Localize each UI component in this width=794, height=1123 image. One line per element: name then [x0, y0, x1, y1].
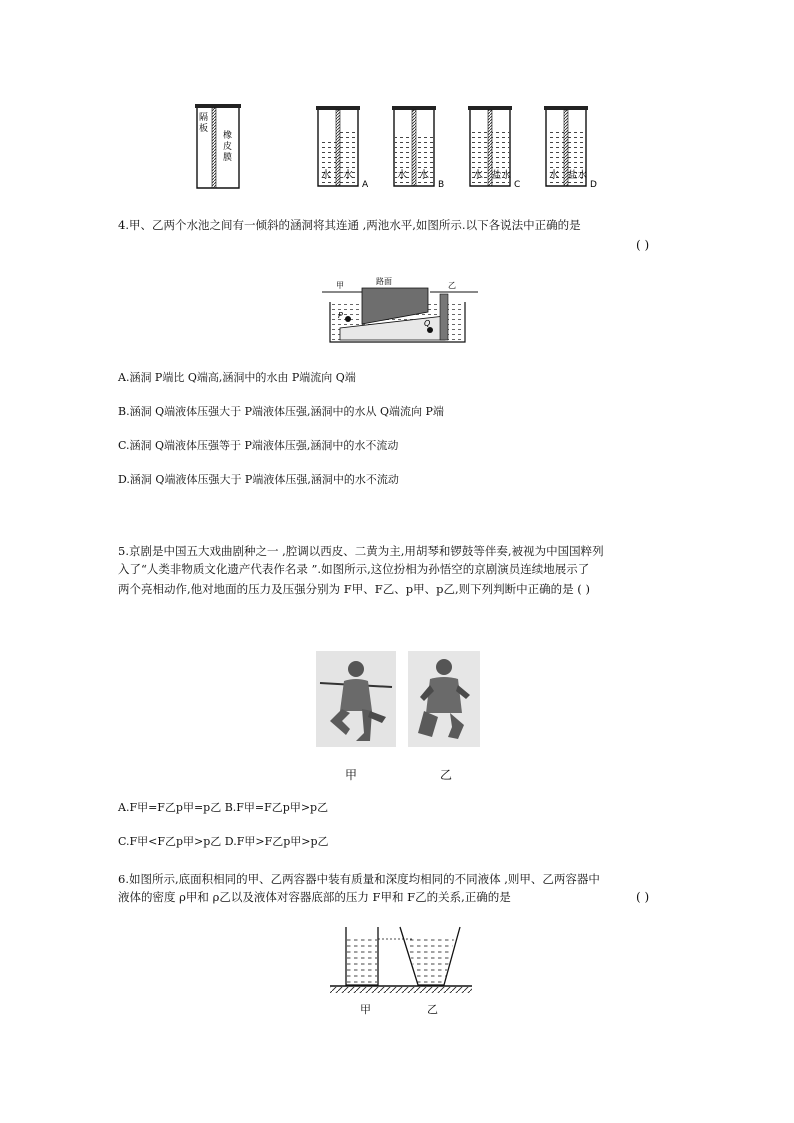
q5-stem-line3: 两个亮相动作,他对地面的压力及压强分别为 F甲、F乙、p甲、p乙,则下列判断中正确的是 ( ): [118, 582, 590, 596]
q5-caption-jia: 甲: [345, 768, 358, 782]
culvert-label-jia: 甲: [336, 281, 344, 290]
reference-beaker: [195, 104, 241, 188]
beaker-d-right-label: 盐水: [568, 170, 588, 181]
q4-option-c[interactable]: C.涵洞 Q端液体压强等于 P端液体压强,涵洞中的水不流动: [118, 439, 399, 452]
beaker-c-left-label: 水: [473, 170, 483, 181]
beaker-d-left-label: 水: [549, 170, 559, 181]
figure-culvert: [320, 272, 480, 347]
beaker-d-letter: D: [590, 180, 597, 190]
label-ge: 隔: [199, 113, 209, 123]
q5-caption-yi: 乙: [440, 768, 453, 782]
q4-option-a[interactable]: A.涵洞 P端比 Q端高,涵洞中的水由 P端流向 Q端: [118, 371, 356, 384]
culvert-label-q: Q: [424, 319, 431, 328]
beaker-c-letter: C: [514, 180, 521, 190]
beaker-b-right-label: 水: [419, 170, 429, 181]
q5-stem-line2: 入了“人类非物质文化遗产代表作名录 ”.如图所示,这位扮相为孙悟空的京剧演员连续地展示了: [118, 562, 590, 576]
q4-option-d[interactable]: D.涵洞 Q端液体压强大于 P端液体压强,涵洞中的水不流动: [118, 473, 399, 486]
q6-caption-jia: 甲: [360, 1003, 371, 1016]
beaker-a: [316, 106, 369, 190]
q6-answer-paren: ( ): [636, 890, 650, 904]
q5-stem-line1: 5.京剧是中国五大戏曲剧种之一 ,腔调以西皮、二黄为主,用胡琴和锣鼓等伴奏,被视为中国国粹列: [118, 544, 604, 558]
q4-answer-paren: ( ): [636, 238, 650, 252]
beaker-b: [392, 106, 444, 190]
point-p: [345, 316, 351, 322]
label-mo: 膜: [223, 153, 233, 163]
q6-stem-line2: 液体的密度 ρ甲和 ρ乙以及液体对容器底部的压力 F甲和 F乙的关系,正确的是: [118, 890, 511, 904]
q6-caption-yi: 乙: [427, 1003, 438, 1016]
label-pi: 皮: [223, 142, 233, 152]
beaker-c-right-label: 盐水: [492, 170, 512, 181]
q6-stem-line1: 6.如图所示,底面积相同的甲、乙两容器中装有质量和深度均相同的不同液体 ,则甲、乙两容器中: [118, 872, 600, 886]
q4-option-b[interactable]: B.涵洞 Q端液体压强大于 P端液体压强,涵洞中的水从 Q端流向 P端: [118, 405, 444, 418]
culvert-label-yi: 乙: [448, 281, 456, 290]
beaker-b-letter: B: [438, 180, 445, 190]
beaker-d: [544, 106, 597, 190]
photo-performer-jia: [316, 651, 396, 747]
beaker-b-left-label: 水: [397, 170, 407, 181]
label-ban: 板: [199, 124, 209, 134]
figure-partition-beakers: [190, 100, 620, 195]
culvert-label-road: 路面: [376, 277, 392, 286]
beaker-a-letter: A: [362, 180, 369, 190]
q4-stem: 4.甲、乙两个水池之间有一倾斜的涵洞将其连通 ,两池水平,如图所示.以下各说法中正确的是: [118, 218, 581, 232]
culvert-label-p: P: [338, 311, 343, 320]
q5-options-cd[interactable]: C.F甲<F乙p甲>p乙 D.F甲>F乙p甲>p乙: [118, 835, 329, 848]
figure-two-containers: [326, 925, 476, 1000]
q5-options-ab[interactable]: A.F甲=F乙p甲=p乙 B.F甲=F乙p甲>p乙: [118, 801, 329, 814]
beaker-a-right-label: 水: [343, 170, 353, 181]
beaker-c: [468, 106, 520, 190]
beaker-a-left-label: 水: [321, 170, 331, 181]
photo-performer-yi: [408, 651, 480, 747]
label-xiang: 橡: [223, 131, 233, 141]
